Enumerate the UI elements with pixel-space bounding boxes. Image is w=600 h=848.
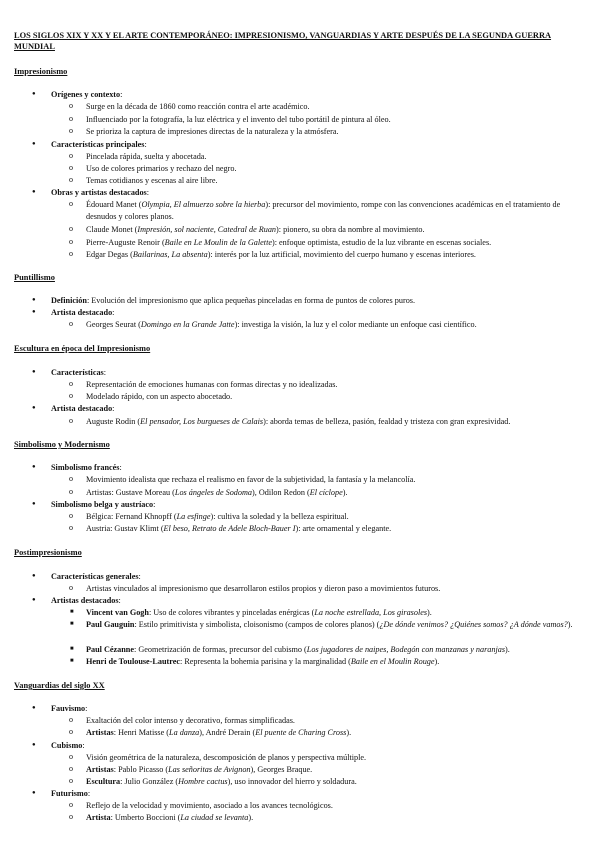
section-title-vanguardias: Vanguardias del siglo XX [14, 681, 105, 690]
list-item: o Pincelada rápida, suelta y abocetada. [86, 151, 582, 163]
list-item: ● Características: [51, 367, 581, 379]
list-item: ■ Henri de Toulouse-Lautrec: Representa la bohemia parisina y la marginalidad (Baile en el Moulin Rouge). [86, 656, 582, 668]
section-title-simbolismo: Simbolismo y Modernismo [14, 440, 110, 449]
list-item: ■ Paul Gauguin: Estilo primitivista y simbolista, cloisonismo (campos de colores planos) (¿De dónde venimos? ¿Quiénes somos? ¿A dónde vamos?). [86, 619, 582, 631]
list-item: o Pierre-Auguste Renoir (Baile en Le Moulin de la Galette): enfoque optimista, estudio de la luz vibrante en escenas sociales. [86, 237, 582, 249]
list-item: o Artistas: Gustave Moreau (Los ángeles de Sodoma), Odilon Redon (El cíclope). [86, 487, 582, 499]
list-item: ● Obras y artistas destacados: [51, 187, 581, 199]
list-item: o Austria: Gustav Klimt (El beso, Retrato de Adele Bloch-Bauer I): arte ornamental y elegante. [86, 523, 582, 535]
list-item: ■ Vincent van Gogh: Uso de colores vibrantes y pinceladas enérgicas (La noche estrellada, Los girasoles). [86, 607, 582, 619]
list-item: o Modelado rápido, con un aspecto abocetado. [86, 391, 582, 403]
document-title: LOS SIGLOS XIX Y XX Y EL ARTE CONTEMPORÁNEO: IMPRESIONISMO, VANGUARDIAS Y ARTE DESPUÉS DE LA SEGUNDA GUERRA MUNDIAL [14, 31, 552, 51]
list-item: ● Definición: Evolución del impresionismo que aplica pequeñas pinceladas en forma de puntos de colores puros. [51, 295, 581, 307]
list-item: o Reflejo de la velocidad y movimiento, asociado a los avances tecnológicos. [86, 800, 582, 812]
list-item: o Georges Seurat (Domingo en la Grande Jatte): investiga la visión, la luz y el color mediante un enfoque casi científico. [86, 319, 582, 331]
list-item: ● Características principales: [51, 139, 581, 151]
list-item: o Representación de emociones humanas con formas directas y no idealizadas. [86, 379, 582, 391]
list-item: o Se prioriza la captura de impresiones directas de la naturaleza y la atmósfera. [86, 126, 582, 138]
list-item: o Uso de colores primarios y rechazo del negro. [86, 163, 582, 175]
section-title-puntillismo: Puntillismo [14, 273, 55, 282]
list-item: o Visión geométrica de la naturaleza, descomposición de planos y perspectiva múltiple. [86, 752, 582, 764]
list-item: o Movimiento idealista que rechaza el realismo en favor de la subjetividad, la fantasía y la melancolía. [86, 474, 582, 486]
list-item: o Artistas: Henri Matisse (La danza), André Derain (El puente de Charing Cross). [86, 727, 582, 739]
list-item: ● Artistas destacados: [51, 595, 581, 607]
list-item: ● Futurismo: [51, 788, 581, 800]
list-item: o Exaltación del color intenso y decorativo, formas simplificadas. [86, 715, 582, 727]
list-item: o Artista: Umberto Boccioni (La ciudad se levanta). [86, 812, 582, 824]
list-item: o Escultura: Julio González (Hombre cactus), uso innovador del hierro y soldadura. [86, 776, 582, 788]
list-item: o Edgar Degas (Bailarinas, La absenta): interés por la luz artificial, movimiento del cuerpo humano y escenas interiores. [86, 249, 582, 261]
list-item: ● Artista destacado: [51, 307, 581, 319]
list-item: ● Simbolismo francés: [51, 462, 581, 474]
section-title-escultura: Escultura en época del Impresionismo [14, 344, 151, 353]
list-item: ● Características generales: [51, 571, 581, 583]
list-item: o Artistas: Pablo Picasso (Las señoritas de Avignon), Georges Braque. [86, 764, 582, 776]
list-item: ■ Paul Cézanne: Geometrización de formas, precursor del cubismo (Los jugadores de naipes, Bodegón con manzanas y naranjas). [86, 644, 582, 656]
list-item: o Édouard Manet (Olympia, El almuerzo sobre la hierba): precursor del movimiento, rompe con las convenciones académicas en el tratamiento de desnudos y colores planos. [86, 199, 582, 222]
section-title-postimpresionismo: Postimpresionismo [14, 548, 82, 557]
list-item: o Temas cotidianos y escenas al aire libre. [86, 175, 582, 187]
list-item: o Surge en la década de 1860 como reacción contra el arte académico. [86, 101, 582, 113]
list-item: ● Cubismo: [51, 740, 581, 752]
list-item: ● Simbolismo belga y austríaco: [51, 499, 581, 511]
list-item: o Artistas vinculados al impresionismo que desarrollaron estilos propios y dieron paso a movimientos futuros. [86, 583, 582, 595]
list-item: ● Artista destacado: [51, 403, 581, 415]
list-item: o Influenciado por la fotografía, la luz eléctrica y el invento del tubo portátil de pintura al óleo. [86, 114, 582, 126]
list-item: o Claude Monet (Impresión, sol naciente, Catedral de Ruan): pionero, su obra da nombre al movimiento. [86, 224, 582, 236]
section-title-impresionismo: Impresionismo [14, 67, 68, 76]
list-item: o Bélgica: Fernand Khnopff (La esfinge): cultiva la soledad y la belleza espiritual. [86, 511, 582, 523]
list-item: ● Orígenes y contexto: [51, 89, 581, 101]
list-item: ● Fauvismo: [51, 703, 581, 715]
list-item: o Auguste Rodin (El pensador, Los burgueses de Calais): aborda temas de belleza, pasión, fealdad y tristeza con gran expresividad. [86, 416, 582, 428]
